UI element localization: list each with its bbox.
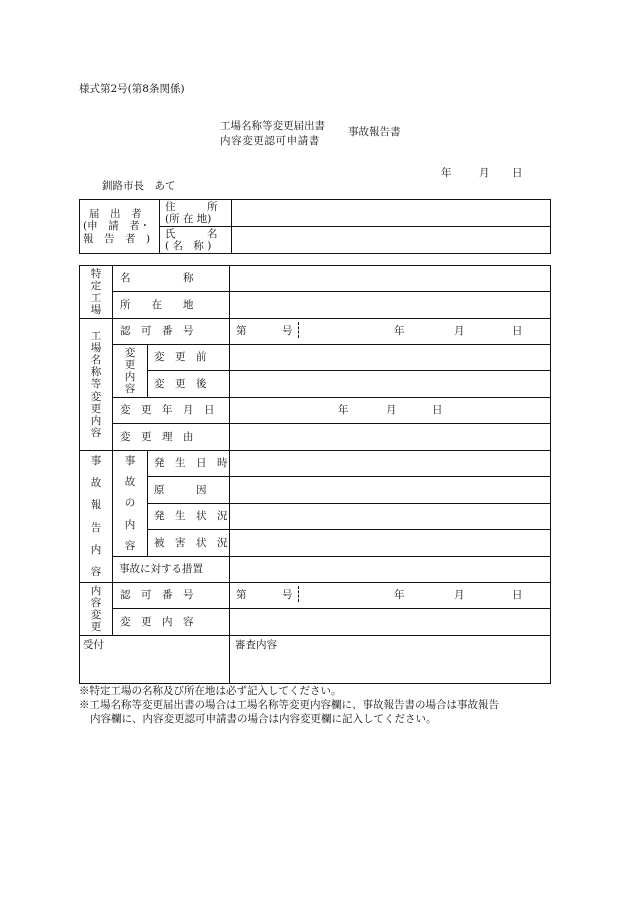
form-number: 様式第2号(第8条関係) [79, 83, 185, 95]
change-go: 号 [282, 325, 293, 337]
permit-no-divider [298, 322, 299, 338]
accident-cause-label: 原 因 [148, 477, 230, 504]
address-label: 住 所 (所 在 地) [160, 200, 232, 227]
note-2a: ※工場名称等変更届出書の場合は工場名称等変更内容欄に、事故報告書の場合は事故報告 [79, 699, 499, 712]
factory-name-label: 名 称 [113, 266, 230, 292]
title-name-change: 工場名称等変更届出書 [220, 120, 325, 132]
addressee: 釧路市長 あて [102, 180, 176, 192]
receipt-label: 受付 [83, 639, 104, 651]
address-field[interactable] [232, 200, 551, 227]
change-date-day: 日 [432, 404, 443, 416]
content-change-go: 号 [282, 589, 293, 601]
name-label: 氏 名 ( 名 称 ) [160, 227, 232, 254]
change-year: 年 [394, 325, 405, 337]
change-date-month: 月 [386, 404, 397, 416]
main-table [79, 265, 551, 684]
content-change-content-field[interactable] [230, 609, 551, 636]
accident-section-label: 事 故 報 告 内 容 [80, 451, 113, 583]
review-label: 審査内容 [235, 639, 277, 651]
content-change-dai: 第 [236, 589, 247, 601]
applicant-table [79, 199, 551, 254]
review-box[interactable] [230, 636, 551, 684]
change-date-year: 年 [338, 404, 349, 416]
change-after-label: 変 更 後 [148, 371, 230, 398]
content-change-section-label: 内 容 変 更 [80, 583, 113, 636]
accident-damage-label: 被 害 状 況 [148, 530, 230, 557]
content-change-year: 年 [394, 589, 405, 601]
accident-content-label: 事 故 の 内 容 [113, 451, 148, 557]
change-permit-no-label: 認 可 番 号 [113, 319, 230, 345]
content-change-day: 日 [512, 589, 523, 601]
date-year-label: 年 [441, 167, 452, 179]
content-change-permit-no-field[interactable] [230, 583, 551, 609]
change-date-field[interactable] [230, 398, 551, 424]
factory-location-field[interactable] [230, 292, 551, 319]
change-before-field[interactable] [230, 345, 551, 371]
change-permit-no-field[interactable] [230, 319, 551, 345]
change-month: 月 [454, 325, 465, 337]
change-content-label: 変 更 内 容 [113, 345, 148, 398]
change-section-label: 工 場 名 称 等 変 更 内 容 [80, 319, 113, 451]
factory-location-label: 所 在 地 [113, 292, 230, 319]
date-day-label: 日 [512, 167, 523, 179]
change-day: 日 [512, 325, 523, 337]
accident-situation-field[interactable] [230, 504, 551, 530]
notes [79, 684, 559, 727]
content-permit-no-divider [298, 586, 299, 602]
note-1: ※特定工場の名称及び所在地は必ず記入してください。 [79, 685, 342, 697]
content-change-content-label: 変 更 内 容 [113, 609, 230, 636]
accident-cause-field[interactable] [230, 477, 551, 504]
accident-measures-label: 事故に対する措置 [113, 557, 230, 583]
date-month-label: 月 [479, 167, 490, 179]
change-after-field[interactable] [230, 371, 551, 398]
change-dai: 第 [236, 325, 247, 337]
content-change-month: 月 [454, 589, 465, 601]
title-content-change: 内容変更認可申請書 [220, 135, 320, 147]
title-accident-report: 事故報告書 [348, 126, 401, 138]
change-reason-label: 変 更 理 由 [113, 424, 230, 451]
name-field[interactable] [232, 227, 551, 254]
note-2b: 内容欄に、内容変更認可申請書の場合は内容変更欄に記入してください。 [90, 713, 437, 726]
accident-date-field[interactable] [230, 451, 551, 477]
accident-damage-field[interactable] [230, 530, 551, 557]
accident-situation-label: 発 生 状 況 [148, 504, 230, 530]
factory-name-field[interactable] [230, 266, 551, 292]
content-change-permit-no-label: 認 可 番 号 [113, 583, 230, 609]
change-before-label: 変 更 前 [148, 345, 230, 371]
accident-date-label: 発 生 日 時 [148, 451, 230, 477]
change-reason-field[interactable] [230, 424, 551, 451]
accident-measures-field[interactable] [230, 557, 551, 583]
receipt-box[interactable] [80, 636, 230, 684]
change-date-label: 変 更 年 月 日 [113, 398, 230, 424]
applicant-label: 届 出 者 (申 請 者・ 報 告 者 ) [80, 200, 160, 254]
factory-section-label: 特 定 工 場 [80, 266, 113, 319]
